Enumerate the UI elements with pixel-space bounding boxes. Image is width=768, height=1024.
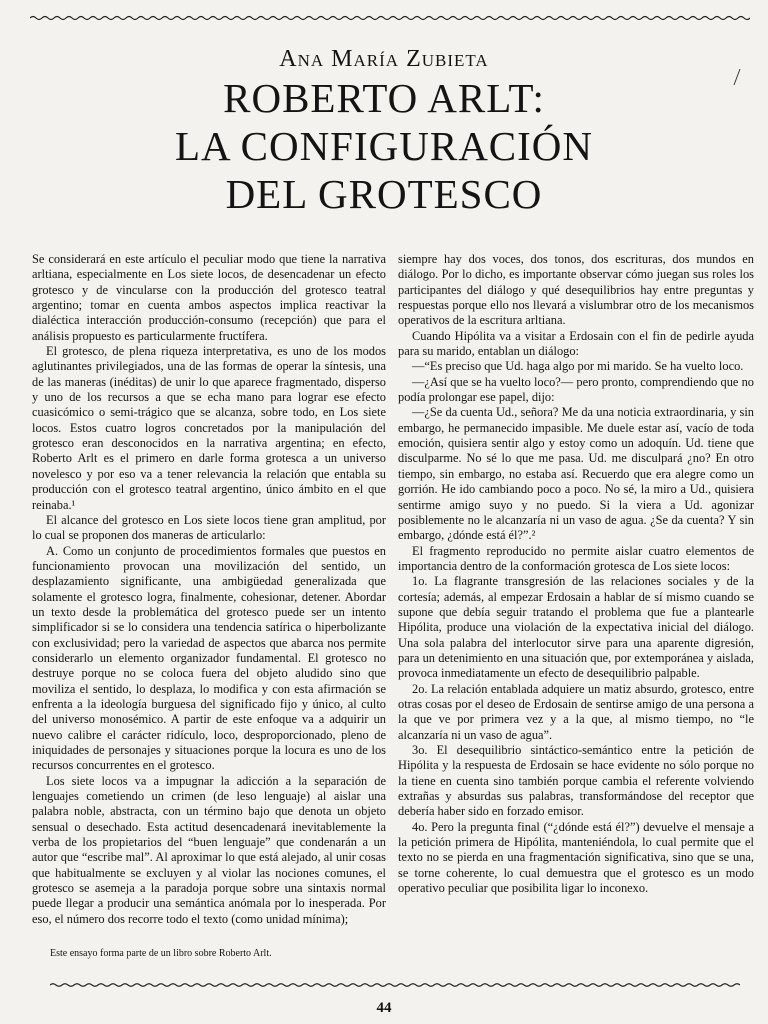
right-paragraph-3: —“Es preciso que Ud. haga algo por mi marido. Se ha vuelto loco. <box>412 359 744 374</box>
title-line-3: DEL GROTESCO <box>225 171 543 217</box>
right-paragraph-10: 4o. Pero la pregunta final (“¿dónde está él?”) devuelve el mensaje a la petición primera de Hipólita, manteniéndola, lo cual permite que el texto no se pierda en una fragmentación significativa, sino que se una, se torne coherente, lo cual demuestra que el grotesco es un modo operativo peculiar que posibilita ligar lo inconexo. <box>398 819 754 896</box>
left-paragraph-2: El grotesco, de plena riqueza interpretativa, es uno de los modos aglutinantes privilegiados, una de las formas de operar la síntesis, una de las maneras (inéditas) de unir lo que aparece fragmentado, disperso y uno de los recursos a que se echa mano para lograr ese efecto cuasicómico o semi-trágico que se alcanza, sobre todo, en Los siete locos. Estos cuatro logros concretados por la manipulación del grotesco eran desconocidos en la narrativa argentina; en efecto, Roberto Arlt es el primero en darle forma grotesca a un universo novelesco y por eso va a tener relevancia la relación que entabla su producción con el grotesco teatral argentino, único ámbito en el que reinaba.¹ <box>32 344 386 512</box>
author-name: Ana María Zubieta <box>279 46 489 72</box>
right-paragraph-6: El fragmento reproducido no permite aislar cuatro elementos de importancia dentro de la conformación grotesca de Los siete locos: <box>398 543 754 573</box>
left-paragraph-5: Los siete locos va a impugnar la adicción a la separación de lenguajes cometiendo un crimen (de leso lenguaje) al aislar una palabra noble, abstracta, con un término bajo que denota un objeto sensual o desechado. Esta actitud desencadenará inevitablemente la verba de los propietarios del “buen lenguaje” que condenarán a un autor que “escribe mal”. Al aproximar lo que está alejado, al unir cosas que habitualmente se excluyen y al violar las nociones comunes, el grotesco se asemeja a la paradoja porque sobre una sintaxis normal puede llegar a producir una semántica anómala por lo inesperada. Por eso, el número dos recorre todo el texto (como unidad mínima); <box>32 773 386 926</box>
top-wavy-rule <box>30 14 750 22</box>
margin-slash-mark <box>732 68 742 86</box>
left-column <box>32 252 386 927</box>
right-paragraph-2: Cuando Hipólita va a visitar a Erdosain con el fin de pedirle ayuda para su marido, entablan un diálogo: <box>398 328 754 359</box>
right-paragraph-9: 3o. El desequilibrio sintáctico-semántico entre la petición de Hipólita y la respuesta de Erdosain se hace evidente no sólo porque no la tiene en cuenta sino también porque cambia el referente volviendo extrañas y absurdas sus palabras, transformándose del receptor que debería haber sido en forzado emisor. <box>398 743 754 819</box>
page-number: 44 <box>376 1000 392 1016</box>
title-line-1: ROBERTO ARLT: <box>223 75 545 121</box>
title-line-2: LA CONFIGURACIÓN <box>174 123 594 169</box>
article-title <box>0 74 768 218</box>
footnote: Este ensayo forma parte de un libro sobre Roberto Arlt. <box>50 948 272 959</box>
left-paragraph-3: El alcance del grotesco en Los siete locos tiene gran amplitud, por lo cual se proponen dos maneras de articularlo: <box>32 512 386 543</box>
right-column <box>398 252 754 896</box>
right-paragraph-8: 2o. La relación entablada adquiere un matiz absurdo, grotesco, entre otras cosas por el deseo de Erdosain de sentirse amigo de una persona a la que ve por primera vez y a la que, al mismo tiempo, no “le alcanzaría ni un vaso de agua”. <box>398 681 754 742</box>
right-paragraph-4: —¿Así que se ha vuelto loco?— pero pronto, comprendiendo que no podía prolongar ese papel, dijo: <box>398 374 754 405</box>
left-paragraph-1: Se considerará en este artículo el peculiar modo que tiene la narrativa arltiana, especialmente en Los siete locos, de desencadenar un efecto grotesco y de vincularse con la producción del grotesco teatral argentino; tomar en cuenta ambos aspectos implica reactivar la dialéctica interacción producción-consumo (recepción) que para el análisis propuesto es particularmente fructífera. <box>32 252 386 343</box>
bottom-wavy-rule <box>50 982 740 988</box>
right-paragraph-5: —¿Se da cuenta Ud., señora? Me da una noticia extraordinaria, y sin embargo, he permanecido impasible. Me duele estar así, vacío de toda emoción, quisiera sentir algo y estoy como un adoquín. Ud. tiene que disculparme. No sé lo que me pasa. Ud. me disculpará ¿no? En otro tiempo, sin embargo, no estaba así. Recuerdo que era alegre como un gorrión. He ido cambiando poco a poco. No sé, la miro a Ud., quisiera sentirme amigo suyo y no puedo. Si la viera a Ud. agonizar posiblemente no le alcanzaría ni un vaso de agua. ¿Se da cuenta? Y sin embargo, ¿dónde está él?”.² <box>398 405 754 543</box>
left-paragraph-4: A. Como un conjunto de procedimientos formales que puestos en funcionamiento provocan una movilización del sentido, un desplazamiento significante, una ambigüedad generalizada que solamente el grotesco logra, finalmente, cohesionar, detener. Abordar un texto desde la problemática del grotesco puede ser un intento simplificador si se lo considera una tendencia satírica o hiperbolizante con exclusividad; pero la variedad de aspectos que abarca nos permite considerarlo un elemento organizador fundamental. El grotesco no destruye porque no se coloca fuera del objeto aludido sino que moviliza el sentido, lo desplaza, lo modifica y con esta afirmación se enfrenta a la ideología burguesa del significado fijo y único, al culto del universo monosémico. A partir de este enfoque va a adquirir un nuevo calibre el carácter ridículo, loco, desproporcionado, pleno de iniquidades de personajes y situaciones porque la locura es uno de los recursos concurrentes en el grotesco. <box>32 543 386 773</box>
right-paragraph-1: siempre hay dos voces, dos tonos, dos escrituras, dos mundos en diálogo. Por lo dicho, es importante observar cómo juegan sus roles los participantes del diálogo y qué desequilibrios hay entre preguntas y respuestas porque ello nos llevará a vislumbrar otro de los mecanismos operativos de la escritura arltiana. <box>398 252 754 328</box>
right-paragraph-7: 1o. La flagrante transgresión de las relaciones sociales y de la cortesía; además, al empezar Erdosain a hablar de sí mismo cuando se supone que debía seguir tratando el problema que fue a plantearle Hipólita, produce una violación de la expectativa inicial del diálogo. Una sola palabra del interlocutor sirve para una aparente digresión, para un detenimiento en una situación que, por extemporánea y aislada, provoca inmediatamente un efecto de desequilibrio palpable. <box>398 574 754 681</box>
